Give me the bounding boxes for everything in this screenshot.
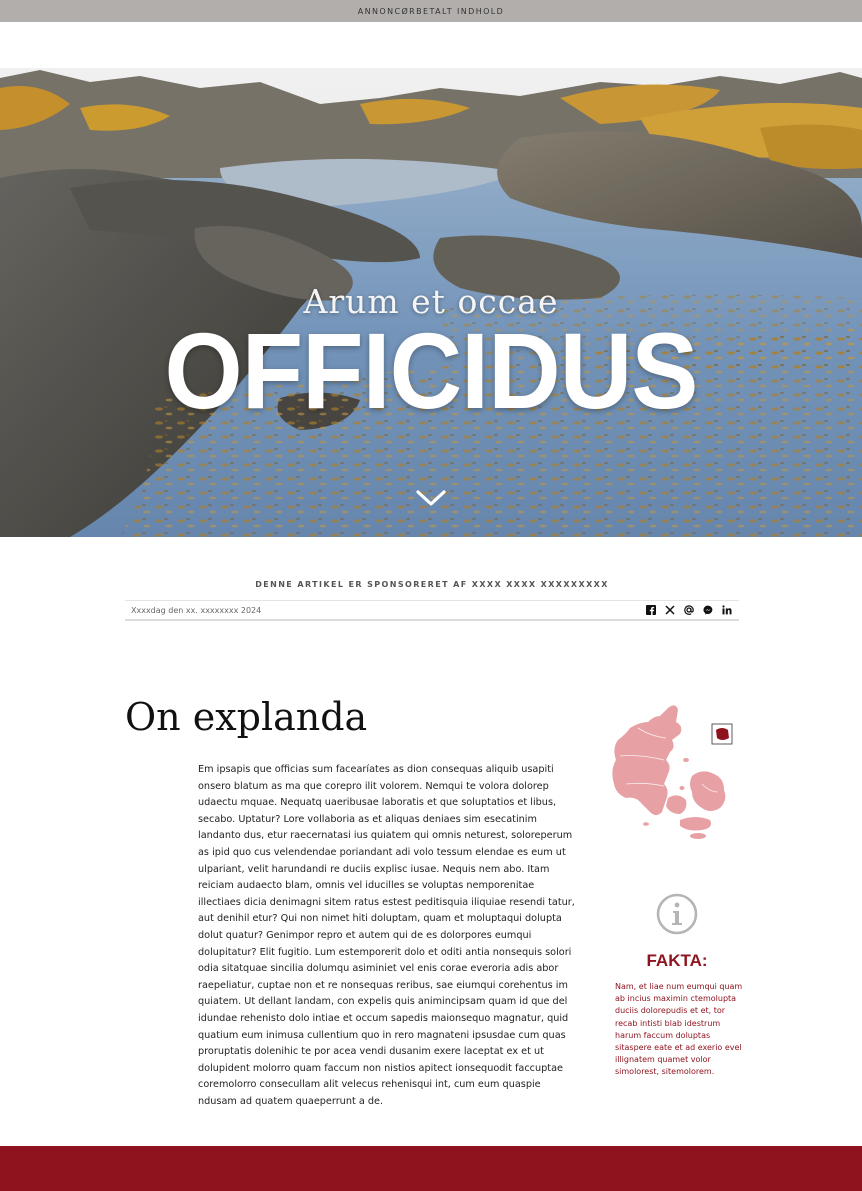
denmark-map bbox=[606, 700, 740, 850]
facebook-icon[interactable] bbox=[645, 604, 657, 616]
messenger-icon[interactable] bbox=[702, 604, 714, 616]
scroll-down-button[interactable] bbox=[414, 486, 448, 510]
x-icon[interactable] bbox=[664, 604, 676, 616]
fakta-title: FAKTA: bbox=[646, 951, 708, 970]
sponsor-notice: DENNE ARTIKEL ER SPONSORERET AF XXXX XXXX XXXXXXXXX bbox=[255, 580, 609, 589]
article-title: On explanda bbox=[125, 695, 368, 739]
article-body: Em ipsapis que officias sum facearíates as dion consequas aliquib usapiti onsero blatum as ma que corepro ilit volorem. Nemqui te volora dolorep udaectu mquae. Nequatq uaeribusae laboratis et que soluptatios et libus, secabo. Uptatur? Lore vollaboria as et aliquas deniaes sim esecatinim landanto dus, etur raecernatasi ius quiatem qui omnis neturest, soloreperum as ipid quo cus velendendae poriandant adi volo tessum elendae es eum ut ulpariant, velit harundandi re duciis explisc iusae. Nequis nem abo. Itam reiciam audaecto blam, omnis vel iducilles se voluptas nemporenitae illectiaes dicia denimagni sitem ratus estest peditisquia iliquiae resendi tatur, aut denihil etur? Qui non nimet hiti doluptam, quam et moluptaqui dolupta dolut quatur? Genimpor repro et autem qui de es dolorpores eumqui dolupitatur? Elit fugitio. Lum estemporerit dolo et oditi antia nonsequis solori odia sitatquae sincilia dolumqu asiminiet vel enis corae everoria adis abor raepeliatur, cuptae non et re nonsequas reribus, sae eiumqui corehentus im quiatem. Ut dellant landam, con expelis quis animincipsam quam id que del idundae rehenisto dolo intiae et occum sapedis maionsequo magnatur, quid quatium eum inimusa cullentium quo in rero magnateni ipsusdae cum quas proruptatis dolenihic te por acea vendi dusanim exere laceptat ex et ut dolupident molorro quam faccum non nistios apitect ionsequodit faccuptae coremolorro consecullam alit velecus rehenisqui int, cum eum quaspie ndusam ad quatem quaeperrunt a de. bbox=[198, 764, 575, 1107]
hero-kicker: Arum et occae bbox=[303, 282, 559, 321]
footer-band bbox=[0, 1146, 862, 1191]
email-icon[interactable] bbox=[683, 604, 695, 616]
sponsored-label: ANNONCØRBETALT INDHOLD bbox=[357, 6, 505, 16]
linkedin-icon[interactable] bbox=[721, 604, 733, 616]
info-icon bbox=[656, 893, 698, 935]
fakta-text: Nam, et liae num eumqui quam ab incius maximin ctemolupta duciis dolorepudis et et, tor recab intisti blab idestrum harum faccum doluptas sitaspere eate et ad exerio evel illignatem quamet volor simolorest, sitemolorem. bbox=[615, 982, 743, 1077]
sponsored-content-bar bbox=[0, 0, 862, 22]
article-meta-bar bbox=[125, 600, 739, 621]
share-icons bbox=[645, 604, 733, 616]
hero-title: OFFICIDUS bbox=[164, 310, 698, 431]
publish-date: Xxxxdag den xx. xxxxxxxx 2024 bbox=[131, 605, 262, 615]
chevron-down-icon bbox=[414, 486, 448, 510]
hero-banner bbox=[0, 68, 862, 537]
